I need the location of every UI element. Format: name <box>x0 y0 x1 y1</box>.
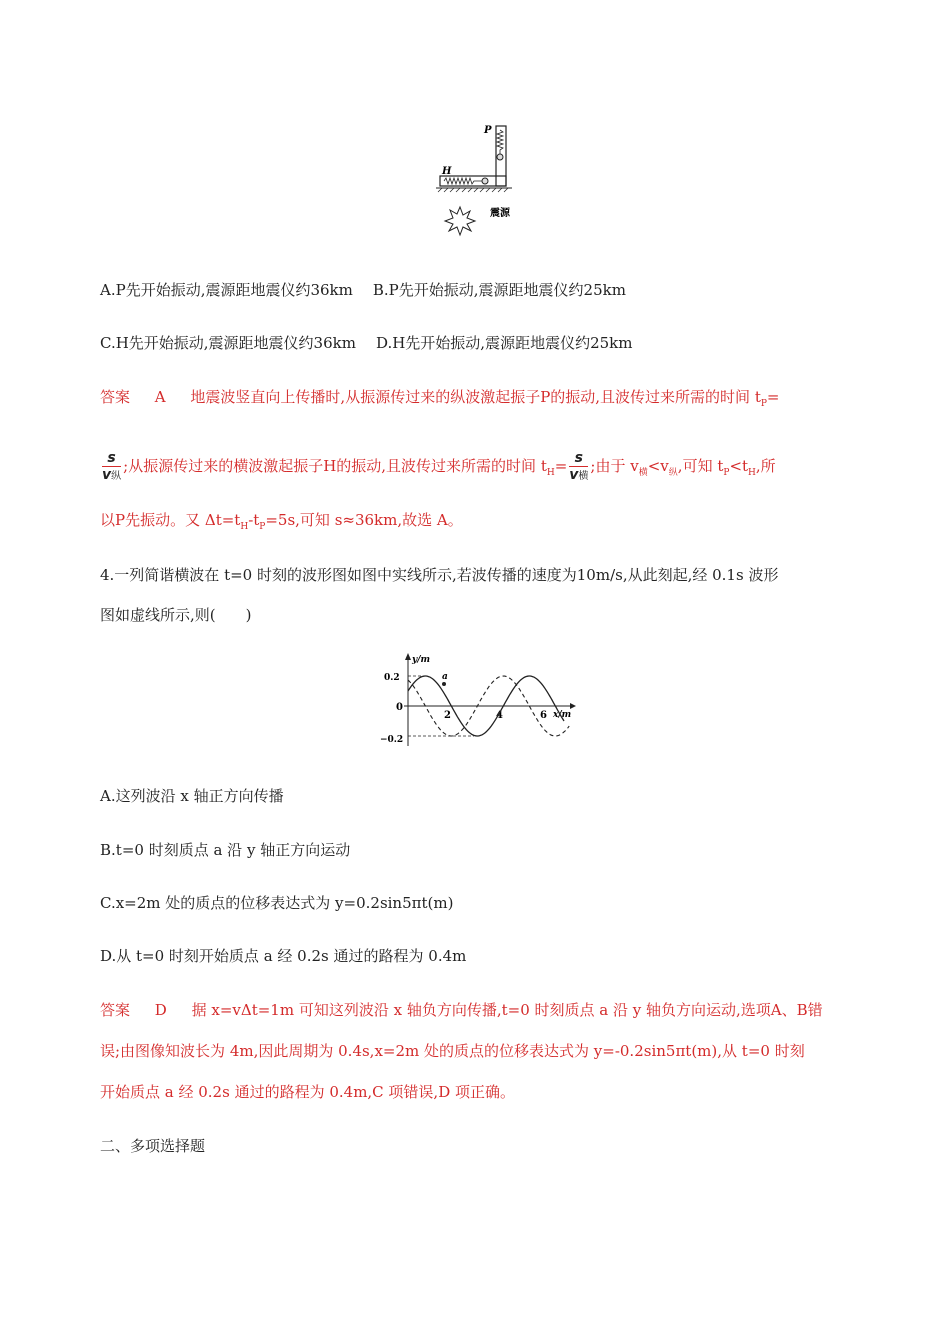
point-a <box>442 682 446 686</box>
q3-expl-2c-sub3: P <box>723 468 730 478</box>
y-axis-label: y/m <box>412 655 431 665</box>
ground-hatch <box>438 188 508 192</box>
fraction1-denominator: v <box>102 466 112 483</box>
q4-answer-line3: 开始质点 a 经 0.2s 通过的路程为 0.4m,C 项错误,D 项正确。 <box>100 1083 515 1101</box>
q3-answer-line2 <box>100 446 776 493</box>
q4-option-a: A.这列波沿 x 轴正方向传播 <box>100 787 284 805</box>
q3-option-d: D.H先开始振动,震源距地震仪约25km <box>375 334 633 352</box>
q4-answer-label: 答案 <box>100 1001 131 1019</box>
q3-expl-1-end: = <box>766 388 780 406</box>
q4-expl-1: 据 x=vΔt=1m 可知这列波沿 x 轴负方向传播,t=0 时刻质点 a 沿 y 轴负方向运动,选项A、B错 <box>191 1001 823 1019</box>
h-mass <box>482 178 488 184</box>
point-a-label: a <box>442 672 448 682</box>
q3-expl-2-sub: H <box>546 468 555 478</box>
x-axis-label: x/m <box>553 710 572 720</box>
p-spring <box>497 130 503 154</box>
q4-answer-choice: D <box>154 1001 167 1019</box>
label-p: P <box>484 125 492 136</box>
q3-expl-3-sub2: P <box>259 522 266 532</box>
q4-stem-line2: 图如虚线所示,则( ) <box>100 606 252 624</box>
q3-expl-2c-end: ,可知 t <box>677 457 724 475</box>
fraction1-numerator: s <box>102 450 121 467</box>
q3-option-a: A.P先开始振动,震源距地震仪约36km <box>100 281 353 299</box>
x-tick-4: 4 <box>496 710 503 721</box>
x-axis-arrow <box>570 703 576 709</box>
q3-expl-2c-sub2: 纵 <box>668 468 678 478</box>
label-source: 震源 <box>490 208 510 219</box>
q3-expl-2c-lt: <t <box>729 457 749 475</box>
q3-expl-3b: -t <box>248 511 260 529</box>
q3-expl-2b: = <box>554 457 568 475</box>
q3-answer-line3 <box>100 510 463 537</box>
q3-expl-1: 地震波竖直向上传播时,从振源传过来的纵波激起振子P的振动,且波传过来所需的时间 t <box>190 388 761 406</box>
origin-label: 0 <box>396 702 403 713</box>
q3-options-row1 <box>100 280 626 300</box>
wave-chart <box>370 650 580 750</box>
q3-answer-label: 答案 <box>100 388 131 406</box>
h-spring <box>444 178 482 184</box>
y-tick-neg-0-2: −0.2 <box>380 735 404 745</box>
q3-option-c: C.H先开始振动,震源距地震仪约36km <box>100 334 356 352</box>
p-mass <box>497 154 503 160</box>
fraction2-numerator: s <box>569 450 588 467</box>
q3-option-b: B.P先开始振动,震源距地震仪约25km <box>372 281 626 299</box>
q4-stem-line1: 4.一列简谐横波在 t=0 时刻的波形图如图中实线所示,若波传播的速度为10m/s,从此刻起,经 0.1s 波形 <box>100 566 779 584</box>
q3-expl-2a: ;从振源传过来的横波激起振子H的振动,且波传过来所需的时间 t <box>123 457 547 475</box>
seismograph-figure <box>430 118 530 243</box>
fraction1-denominator-sub: 纵 <box>111 470 122 482</box>
q4-option-c: C.x=2m 处的质点的位移表达式为 y=0.2sin5πt(m) <box>100 894 454 912</box>
q4-answer-line2: 误;由图像知波长为 4m,因此周期为 0.4s,x=2m 处的质点的位移表达式为 y=-0.2sin5πt(m),从 t=0 时刻 <box>100 1042 805 1060</box>
q3-options-row2 <box>100 333 632 353</box>
q4-answer-line1 <box>100 1000 823 1020</box>
q3-expl-2c-tail: ,所 <box>755 457 776 475</box>
source-burst <box>445 207 475 235</box>
y-tick-0-2: 0.2 <box>384 673 400 683</box>
section-title: 二、多项选择题 <box>100 1137 206 1155</box>
q3-expl-2c-sub4: H <box>748 468 756 478</box>
x-tick-2: 2 <box>444 710 451 721</box>
q3-expl-2c: ;由于 v <box>590 457 639 475</box>
q3-expl-2c-sub1: 横 <box>638 468 648 478</box>
q3-expl-3c: =5s,可知 s≈36km,故选 A。 <box>265 511 463 529</box>
fraction2-denominator: v <box>569 466 579 483</box>
x-tick-6: 6 <box>540 710 547 721</box>
q3-answer-choice: A <box>154 388 166 406</box>
fraction-s-over-v-longitudinal <box>102 450 121 485</box>
label-h: H <box>442 166 452 177</box>
fraction-s-over-v-transverse <box>569 450 588 485</box>
q3-expl-3a: 以P先振动。又 Δt=t <box>100 511 241 529</box>
fraction2-denominator-sub: 横 <box>578 470 589 482</box>
wave-axes <box>404 653 576 746</box>
q3-expl-1-sub: P <box>760 399 767 409</box>
q4-option-d: D.从 t=0 时刻开始质点 a 经 0.2s 通过的路程为 0.4m <box>100 947 467 965</box>
y-axis-arrow <box>405 653 411 660</box>
q3-expl-3-sub1: H <box>240 522 249 532</box>
q3-expl-2c-mid: <v <box>647 457 669 475</box>
q3-answer-line1 <box>100 387 780 414</box>
q4-option-b: B.t=0 时刻质点 a 沿 y 轴正方向运动 <box>100 841 351 859</box>
